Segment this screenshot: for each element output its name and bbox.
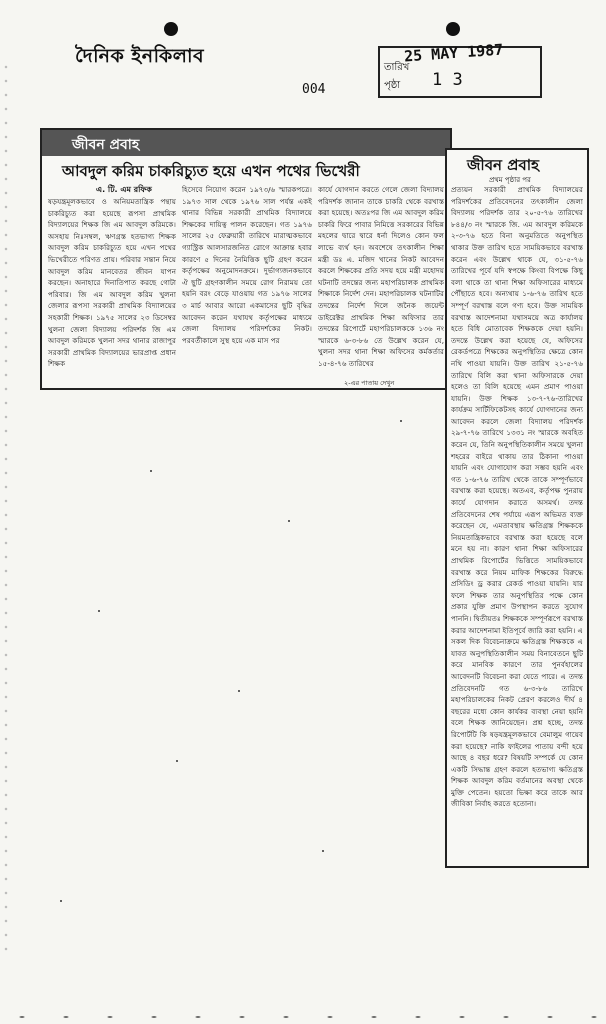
section-title: জীবন প্রবাহ [72, 137, 140, 153]
column-text: হিসেবে নিয়োগ করেন ১৯৭৩/৬ স্মারকপত্রে। ১৯৭৩ সাল থেকে ১৯৭৬ সাল পর্যন্ত একই থানার বিভিন্ন সরকারী প্রাথমিক বিদ্যালয়ে শিক্ষকের দায়িত্ব পালন করেছেন। গত ১৯৭৬ সালের ২৫ ফেব্রুয়ারী তারিখে মারাত্মকভাবে গ্যাস্ট্রিক আলসারজনিত রোগে আক্রান্ত হবার কারণে ৫ দিনের নৈমিত্তিক ছুটি গ্রহণ করেন কর্তৃপক্ষের অনুমোদনক্রমে। দুর্ভাগ্যজনকভাবে ঐ ছুটি গ্রহণকালীন সময়ে রোগ নিরাময় তো হয়নি বরং বেড়ে যাওয়ায় গত ১৯৭৬ সালের ৩ মার্চ আবার আরো একমাসের ছুটি বৃদ্ধির আবেদন করেন যথাযথ কর্তৃপক্ষের মাধ্যমে জেলা বিদ্যালয় পরিদর্শকের নিকট। পরবর্তীকালে সুস্থ হয়ে এক মাস পর [182, 185, 312, 345]
article-column-1 [48, 196, 176, 370]
punch-hole [164, 22, 178, 36]
left-margin-perforation [4, 60, 8, 960]
page-label: পৃষ্ঠা [384, 80, 401, 91]
column-text: প্রত্যয়ন সরকারী প্রাথমিক বিদ্যালয়ের পরিদর্শকের প্রতিবেদনের তৎকালীন জেলা বিদ্যালয় পরিদর্শক তার ২০-৫-৭৬ তারিখের ৮৪৪/৩ নং স্মারকে জি. এম আবদুল করিমকে ২-৩-৭৬ হতে বিনা অনুমতিতে অনুপস্থিত থাকার উক্ত তারিখ হতে সাময়িকভাবে বরখাস্ত করেন এবং উল্লেখ থাকে যে, ৩১-৫-৭৬ তারিখের পূর্বে যদি স্বপক্ষে কিংবা বিপক্ষে কিছু বলা থাকে তা থানা শিক্ষা অফিসারের মাধ্যমে পৌঁছাতে হবে। অন্যথায় ১-৬-৭৬ তারিখ হতে সম্পূর্ণ বরখাস্ত বলে গণ্য হবে। উক্ত সাময়িক বরখাস্ত আদেশনামা যথাসময়ে অত্র কার্যালয় হতে বিধি মোতাবেক শিক্ষককে দেয়া হয়নি। তদন্তে উল্লেখ করা হয়েছে যে, অফিসের রেকর্ডপত্রে শিক্ষকের অনুপস্থিতির ক্ষেত্রে কোন নথি পাওয়া যায়নি। উক্ত তারিখ ২১-৫-৭৬ তারিখে বিলি করা থানা অফিসারকে দেয়া হলেও তা বিলি হয়েছে এমন প্রমাণ পাওয়া যায়নি। উক্ত শিক্ষক ১৩-৭-৭৬-তারিখের কার্যক্রম সার্টিফিকেটসহ কার্যে যোগদানের জন্য আবেদন করলে জেলা বিদ্যালয় পরিদর্শক ২৯-৭-৭৬ তারিখে ১৩৩১ নং স্মারকে অবহিত করেন যে, তিনি অনুপস্থিতিকালীন সময়ে খুলনা শহরের বাইরে থাকায় তার ঠিকানা পাওয়া যায়নি এবং যোগাযোগ করা সম্ভব হয়নি এবং গত ১-৬-৭৬ তারিখ থেকে তাকে সম্পূর্ণভাবে বরখাস্ত করা হয়েছে। অতএব, কর্তৃপক্ষ পুনরায় কার্যে যোগদান করাতে অসমর্থ। তদন্ত প্রতিবেদনের শেষ পর্যায়ে এরূপ অভিমত ব্যক্ত করেছেন যে, এমতাবস্থায় ক্ষতিগ্রস্ত শিক্ষককে নিয়মতান্ত্রিকভাবে বরখাস্ত করা হয়েছে বলে মনে হয় না। কারণ থানা শিক্ষা অফিসারের প্রাথমিক রিপোর্টের ভিত্তিতে সাময়িকভাবে বরখাস্ত করে নিয়ম মাফিক শিক্ষকের বিরুদ্ধে প্রসিডিং ড্র করার রেকর্ড পাওয়া যায়নি। যার ফলে শিক্ষক তার অনুপস্থিতির পক্ষে কোন প্রকার যুক্তি প্রমাণ উপস্থাপন করতে সুযোগ পাননি। দ্বিতীয়তঃ শিক্ষককে সম্পূর্ণরূপে বরখাস্ত করার আদেশনামা ইতিপূর্বে জারি করা হয়নি। এ সকল দিক বিবেচনাক্রমে ক্ষতিগ্রস্ত শিক্ষককে এ যাবত অনুপস্থিতিকালীন সময় বিনাবেতনে ছুটি করে মানবিক কারণে তার পুনর্বহালের আবেদনটি বিবেচনা করা যেতে পারে। এ তদন্ত প্রতিবেদনটি গত ৬-৩-৮৬ তারিখে মহাপরিচালকের নিকট প্রেরণ করলেও দীর্ঘ ৪ বছরের মধ্যে কোন কার্যকর ব্যবস্থা নেয়া হয়নি বলে শিক্ষক জানিয়েছেন। প্রশ্ন হচ্ছে, তদন্ত রিপোর্টটি কি ষড়যন্ত্রমূলকভাবে বেমালুম গায়েব করা হয়েছে? নাকি ফাইলের পাতায় বন্দী হয়ে আছে ৪ বছর ধরে? বিষয়টি সম্পর্কে যে কোন একটি সিদ্ধান্ত গ্রহণ করলে হতভাগ্য ক্ষতিগ্রস্ত শিক্ষক আবদুল করিম বর্তমানের অবস্থা থেকে মুক্তি পেতেন। হয়তো ভিক্ষা করে তাকে আর জীবিকা নির্বাহ করতে হতোনা। [451, 185, 583, 809]
date-stamp: 25 MAY 1987 [403, 40, 504, 66]
continued-section-title: জীবন প্রবাহ [467, 156, 540, 174]
date-label: তারিখ [384, 62, 410, 73]
paper-speck [98, 610, 100, 612]
article-column-2 [182, 184, 312, 346]
newspaper-masthead: দৈনিক ইনকিলাব [75, 45, 205, 67]
column-text: ষড়যন্ত্রমূলকভাবে ও অনিয়মতান্ত্রিক পন্থায় চাকরিচ্যুত করা হয়েছে রূপসা প্রাথমিক বিদ্যালয়ের শিক্ষক জি এম আবদুল করিমকে। অসহায় নিঃসম্বল, ঋণগ্রস্ত হতভাগ্য শিক্ষক আবদুল করিম চাকরিচ্যুত হয়ে এখন পথের ভিখেরীতে পরিণত প্রায়। পরিবার সন্তান নিয়ে আবদুল করিম মানবেতর জীবন যাপন করছেন। অনাহারে দিনাতিপাত করছে গোটা পরিবার। জি এম আবদুল করিম খুলনা জেলার রূপসা সরকারী প্রাথমিক বিদ্যালয়ের সহকারী শিক্ষক। ১৯৭৫ সালের ২৩ ডিসেম্বর খুলনা জেলা বিদ্যালয় পরিদর্শক জি এম আবদুল করিমকে খুলনা সদর থানার রাজাপুর সরকারী প্রাথমিক বিদ্যালয়ের ভারপ্রাপ্ত প্রধান শিক্ষক [48, 197, 176, 369]
punch-hole [446, 22, 460, 36]
continued-text [451, 184, 583, 810]
bottom-perforation [0, 1010, 606, 1024]
article-byline: এ. টি. এম রফিক [96, 185, 152, 194]
paper-speck [150, 470, 152, 472]
handwritten-number: 004 [302, 82, 326, 97]
paper-speck [60, 900, 62, 902]
article-column-3 [318, 184, 444, 374]
column-text: কার্যে যোগদান করতে গেলে জেলা বিদ্যালয় পরিদর্শক জানান তাকে চাকরি থেকে বরখাস্ত করা হয়েছে। অতঃপর জি এম আবদুল করিম চাকরি ফিরে পাবার নিমিত্তে সরকারের বিভিন্ন মহলের দ্বারে দ্বারে ধর্না দিলেও কোন ফল লাভে ব্যর্থ হন। অবশেষে তৎকালীন শিক্ষা মন্ত্রী ডঃ এ. মজিদ খানের নিকট আবেদন করলে শিক্ষকের প্রতি সদয় হয়ে মন্ত্রী মহোদয় ঘটনাটি তদন্তের জন্য মহাপরিচালক প্রাথমিক শিক্ষাকে নির্দেশ দেন। মহাপরিচালক ঘটনাটির তদন্তের নির্দেশ দিলে জনৈক জয়েন্ট ডাইরেক্টর প্রাথমিক শিক্ষা অফিসার তার তদন্তের রিপোর্টে মহাপরিচালককে ১৩৬ নং স্মারকে ৬-৩-৮৬ তে উল্লেখ করেন যে, খুলনা সদর থানা শিক্ষা অফিসের কর্মকর্তার ১৫-৪-৭৬ তারিখের [318, 185, 444, 368]
continuation-note: ২-এর পাতায় দেখুন [344, 379, 395, 387]
continued-clipping [445, 148, 589, 868]
article-headline: আবদুল করিম চাকরিচ্যুত হয়ে এখন পথের ভিখেরী [62, 162, 360, 180]
paper-speck [176, 760, 178, 762]
paper-speck [322, 850, 324, 852]
page-number: 1 3 [432, 70, 463, 90]
paper-speck [400, 420, 402, 422]
continued-subtitle: প্রথম পৃষ্ঠার পর [489, 176, 531, 184]
main-clipping [40, 128, 452, 390]
paper-speck [288, 520, 290, 522]
section-banner [42, 130, 450, 156]
paper-speck [238, 690, 240, 692]
